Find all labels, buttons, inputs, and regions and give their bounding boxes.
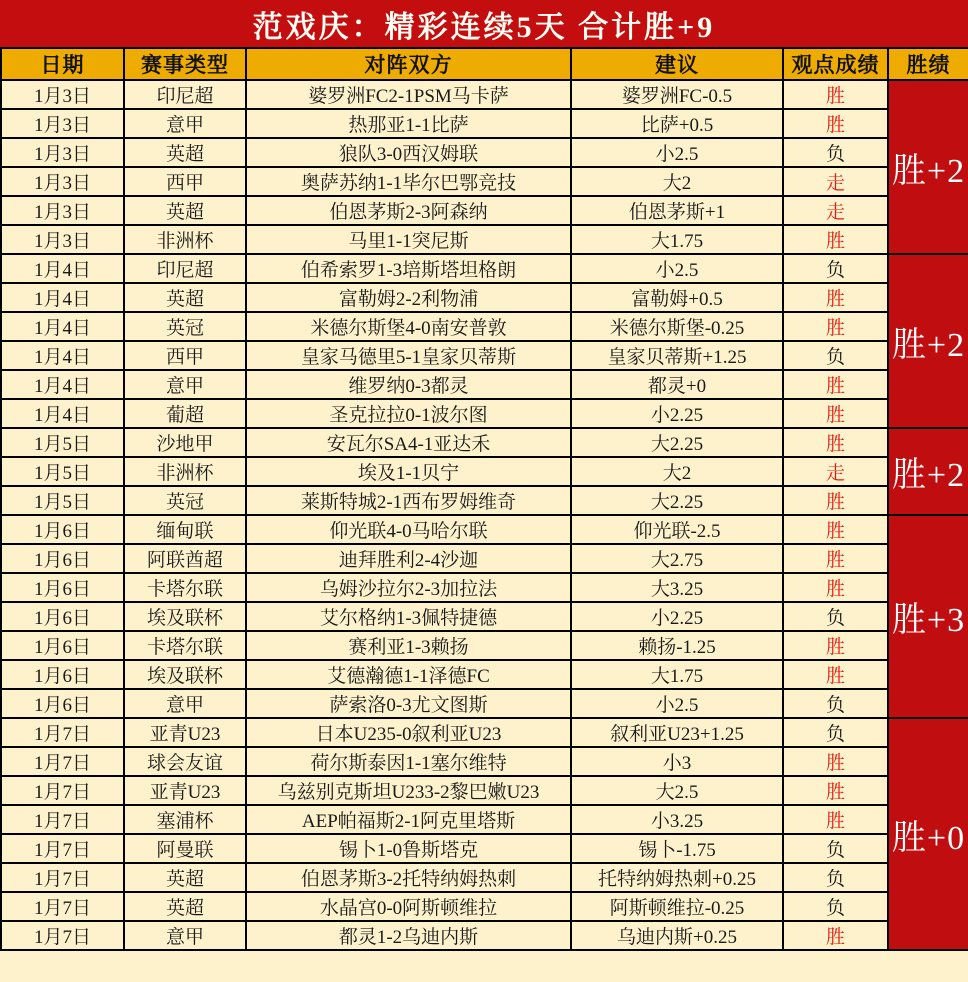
tip-cell: 皇家贝蒂斯+1.25 <box>571 341 783 370</box>
match-cell: 都灵1-2乌迪内斯 <box>246 921 571 950</box>
result-cell: 胜 <box>783 283 888 312</box>
date-cell: 1月4日 <box>1 283 124 312</box>
title-banner <box>0 0 968 47</box>
table-row <box>1 602 968 631</box>
league-cell: 英超 <box>124 892 246 921</box>
tip-cell: 大2.25 <box>571 428 783 457</box>
table-row <box>1 109 968 138</box>
result-cell: 负 <box>783 718 888 747</box>
header-result: 观点成绩 <box>783 48 888 80</box>
table-row <box>1 399 968 428</box>
table-row <box>1 167 968 196</box>
result-cell: 胜 <box>783 921 888 950</box>
table-row <box>1 428 968 457</box>
match-cell: 马里1-1突尼斯 <box>246 225 571 254</box>
tip-cell: 叙利亚U23+1.25 <box>571 718 783 747</box>
streak-cell: 胜+2 <box>888 254 968 428</box>
tip-cell: 小2.5 <box>571 689 783 718</box>
league-cell: 意甲 <box>124 109 246 138</box>
tip-cell: 大1.75 <box>571 660 783 689</box>
match-cell: 莱斯特城2-1西布罗姆维奇 <box>246 486 571 515</box>
league-cell: 阿曼联 <box>124 834 246 863</box>
match-cell: 日本U235-0叙利亚U23 <box>246 718 571 747</box>
header-streak: 胜绩 <box>888 48 968 80</box>
page-title: 范戏庆：精彩连续5天 合计胜+9 <box>252 10 716 44</box>
league-cell: 非洲杯 <box>124 225 246 254</box>
result-cell: 负 <box>783 341 888 370</box>
result-cell: 胜 <box>783 225 888 254</box>
match-cell: 锡卜1-0鲁斯塔克 <box>246 834 571 863</box>
league-cell: 英超 <box>124 283 246 312</box>
date-cell: 1月6日 <box>1 573 124 602</box>
match-cell: 水晶宫0-0阿斯顿维拉 <box>246 892 571 921</box>
league-cell: 英超 <box>124 196 246 225</box>
match-cell: 萨索洛0-3尤文图斯 <box>246 689 571 718</box>
result-cell: 胜 <box>783 109 888 138</box>
table-row <box>1 631 968 660</box>
tip-cell: 比萨+0.5 <box>571 109 783 138</box>
result-cell: 胜 <box>783 515 888 544</box>
table-row <box>1 138 968 167</box>
date-cell: 1月7日 <box>1 718 124 747</box>
result-cell: 走 <box>783 167 888 196</box>
result-cell: 负 <box>783 834 888 863</box>
table-row <box>1 515 968 544</box>
date-cell: 1月6日 <box>1 544 124 573</box>
match-cell: 米德尔斯堡4-0南安普敦 <box>246 312 571 341</box>
league-cell: 缅甸联 <box>124 515 246 544</box>
tip-cell: 托特纳姆热刺+0.25 <box>571 863 783 892</box>
table-row <box>1 370 968 399</box>
match-cell: 乌姆沙拉尔2-3加拉法 <box>246 573 571 602</box>
date-cell: 1月4日 <box>1 341 124 370</box>
table-row <box>1 312 968 341</box>
league-cell: 意甲 <box>124 370 246 399</box>
result-cell: 胜 <box>783 776 888 805</box>
match-cell: AEP帕福斯2-1阿克里塔斯 <box>246 805 571 834</box>
header-league: 赛事类型 <box>124 48 246 80</box>
match-cell: 埃及1-1贝宁 <box>246 457 571 486</box>
date-cell: 1月3日 <box>1 80 124 109</box>
table-row <box>1 225 968 254</box>
table-row <box>1 805 968 834</box>
match-cell: 艾德瀚德1-1泽德FC <box>246 660 571 689</box>
tip-cell: 阿斯顿维拉-0.25 <box>571 892 783 921</box>
date-cell: 1月4日 <box>1 399 124 428</box>
table-row <box>1 892 968 921</box>
table-row <box>1 544 968 573</box>
match-cell: 婆罗洲FC2-1PSM马卡萨 <box>246 80 571 109</box>
tip-cell: 小2.25 <box>571 399 783 428</box>
result-cell: 胜 <box>783 370 888 399</box>
league-cell: 亚青U23 <box>124 776 246 805</box>
date-cell: 1月4日 <box>1 370 124 399</box>
table-row <box>1 283 968 312</box>
date-cell: 1月5日 <box>1 486 124 515</box>
league-cell: 卡塔尔联 <box>124 631 246 660</box>
league-cell: 沙地甲 <box>124 428 246 457</box>
match-cell: 奥萨苏纳1-1毕尔巴鄂竞技 <box>246 167 571 196</box>
record-table <box>0 47 968 951</box>
streak-cell: 胜+0 <box>888 718 968 950</box>
date-cell: 1月4日 <box>1 254 124 283</box>
match-cell: 安瓦尔SA4-1亚达禾 <box>246 428 571 457</box>
date-cell: 1月5日 <box>1 457 124 486</box>
tip-cell: 赖扬-1.25 <box>571 631 783 660</box>
tip-cell: 锡卜-1.75 <box>571 834 783 863</box>
table-row <box>1 341 968 370</box>
tip-cell: 小3.25 <box>571 805 783 834</box>
header-date: 日期 <box>1 48 124 80</box>
table-row <box>1 834 968 863</box>
league-cell: 英超 <box>124 863 246 892</box>
result-cell: 胜 <box>783 631 888 660</box>
match-cell: 赛利亚1-3赖扬 <box>246 631 571 660</box>
date-cell: 1月7日 <box>1 863 124 892</box>
date-cell: 1月7日 <box>1 921 124 950</box>
date-cell: 1月6日 <box>1 631 124 660</box>
header-tip: 建议 <box>571 48 783 80</box>
date-cell: 1月3日 <box>1 167 124 196</box>
result-cell: 胜 <box>783 312 888 341</box>
table-row <box>1 457 968 486</box>
table-row <box>1 196 968 225</box>
tip-cell: 大2 <box>571 457 783 486</box>
match-cell: 伯希索罗1-3培斯塔坦格朗 <box>246 254 571 283</box>
tip-cell: 大2.75 <box>571 544 783 573</box>
date-cell: 1月3日 <box>1 225 124 254</box>
date-cell: 1月7日 <box>1 776 124 805</box>
tip-cell: 大2.5 <box>571 776 783 805</box>
league-cell: 球会友谊 <box>124 747 246 776</box>
league-cell: 印尼超 <box>124 254 246 283</box>
match-cell: 伯恩茅斯3-2托特纳姆热刺 <box>246 863 571 892</box>
match-cell: 皇家马德里5-1皇家贝蒂斯 <box>246 341 571 370</box>
match-cell: 乌兹别克斯坦U233-2黎巴嫩U23 <box>246 776 571 805</box>
tip-cell: 小2.5 <box>571 254 783 283</box>
table-row <box>1 921 968 950</box>
tip-cell: 小2.5 <box>571 138 783 167</box>
streak-cell: 胜+2 <box>888 80 968 254</box>
table-row <box>1 863 968 892</box>
streak-cell: 胜+2 <box>888 428 968 515</box>
match-cell: 狼队3-0西汉姆联 <box>246 138 571 167</box>
date-cell: 1月3日 <box>1 138 124 167</box>
league-cell: 埃及联杯 <box>124 660 246 689</box>
result-cell: 胜 <box>783 573 888 602</box>
result-cell: 负 <box>783 689 888 718</box>
result-cell: 负 <box>783 138 888 167</box>
date-cell: 1月3日 <box>1 109 124 138</box>
table-row <box>1 486 968 515</box>
match-cell: 仰光联4-0马哈尔联 <box>246 515 571 544</box>
league-cell: 亚青U23 <box>124 718 246 747</box>
tip-cell: 仰光联-2.5 <box>571 515 783 544</box>
league-cell: 塞浦杯 <box>124 805 246 834</box>
table-row <box>1 573 968 602</box>
date-cell: 1月6日 <box>1 515 124 544</box>
date-cell: 1月6日 <box>1 660 124 689</box>
date-cell: 1月7日 <box>1 747 124 776</box>
result-cell: 走 <box>783 457 888 486</box>
table-row <box>1 660 968 689</box>
result-cell: 胜 <box>783 399 888 428</box>
match-cell: 热那亚1-1比萨 <box>246 109 571 138</box>
table-row <box>1 747 968 776</box>
result-cell: 胜 <box>783 544 888 573</box>
tip-cell: 大3.25 <box>571 573 783 602</box>
match-cell: 艾尔格纳1-3佩特捷德 <box>246 602 571 631</box>
result-cell: 胜 <box>783 486 888 515</box>
streak-cell: 胜+3 <box>888 515 968 718</box>
match-cell: 圣克拉拉0-1波尔图 <box>246 399 571 428</box>
result-cell: 负 <box>783 863 888 892</box>
table-row <box>1 254 968 283</box>
table-body <box>1 80 968 950</box>
date-cell: 1月6日 <box>1 689 124 718</box>
tip-cell: 大2.25 <box>571 486 783 515</box>
tip-cell: 乌迪内斯+0.25 <box>571 921 783 950</box>
date-cell: 1月3日 <box>1 196 124 225</box>
league-cell: 非洲杯 <box>124 457 246 486</box>
match-cell: 迪拜胜利2-4沙迦 <box>246 544 571 573</box>
header-match: 对阵双方 <box>246 48 571 80</box>
tip-cell: 小2.25 <box>571 602 783 631</box>
match-cell: 荷尔斯泰因1-1塞尔维特 <box>246 747 571 776</box>
tip-cell: 大1.75 <box>571 225 783 254</box>
result-cell: 胜 <box>783 428 888 457</box>
tip-cell: 富勒姆+0.5 <box>571 283 783 312</box>
tip-cell: 伯恩茅斯+1 <box>571 196 783 225</box>
result-cell: 负 <box>783 602 888 631</box>
league-cell: 意甲 <box>124 921 246 950</box>
league-cell: 葡超 <box>124 399 246 428</box>
league-cell: 英超 <box>124 138 246 167</box>
tip-cell: 都灵+0 <box>571 370 783 399</box>
date-cell: 1月7日 <box>1 805 124 834</box>
date-cell: 1月7日 <box>1 892 124 921</box>
league-cell: 西甲 <box>124 341 246 370</box>
result-cell: 走 <box>783 196 888 225</box>
league-cell: 印尼超 <box>124 80 246 109</box>
match-cell: 维罗纳0-3都灵 <box>246 370 571 399</box>
tip-cell: 大2 <box>571 167 783 196</box>
date-cell: 1月4日 <box>1 312 124 341</box>
league-cell: 阿联酋超 <box>124 544 246 573</box>
result-cell: 负 <box>783 892 888 921</box>
tip-cell: 婆罗洲FC-0.5 <box>571 80 783 109</box>
league-cell: 西甲 <box>124 167 246 196</box>
league-cell: 英冠 <box>124 486 246 515</box>
league-cell: 英冠 <box>124 312 246 341</box>
header-row <box>1 48 968 80</box>
tip-cell: 米德尔斯堡-0.25 <box>571 312 783 341</box>
result-cell: 胜 <box>783 805 888 834</box>
date-cell: 1月7日 <box>1 834 124 863</box>
table-row <box>1 718 968 747</box>
date-cell: 1月6日 <box>1 602 124 631</box>
table-row <box>1 776 968 805</box>
date-cell: 1月5日 <box>1 428 124 457</box>
result-cell: 胜 <box>783 80 888 109</box>
match-cell: 伯恩茅斯2-3阿森纳 <box>246 196 571 225</box>
league-cell: 埃及联杯 <box>124 602 246 631</box>
table-row <box>1 80 968 109</box>
league-cell: 卡塔尔联 <box>124 573 246 602</box>
tip-cell: 小3 <box>571 747 783 776</box>
match-cell: 富勒姆2-2利物浦 <box>246 283 571 312</box>
result-cell: 负 <box>783 254 888 283</box>
table-row <box>1 689 968 718</box>
result-cell: 胜 <box>783 660 888 689</box>
league-cell: 意甲 <box>124 689 246 718</box>
result-cell: 胜 <box>783 747 888 776</box>
